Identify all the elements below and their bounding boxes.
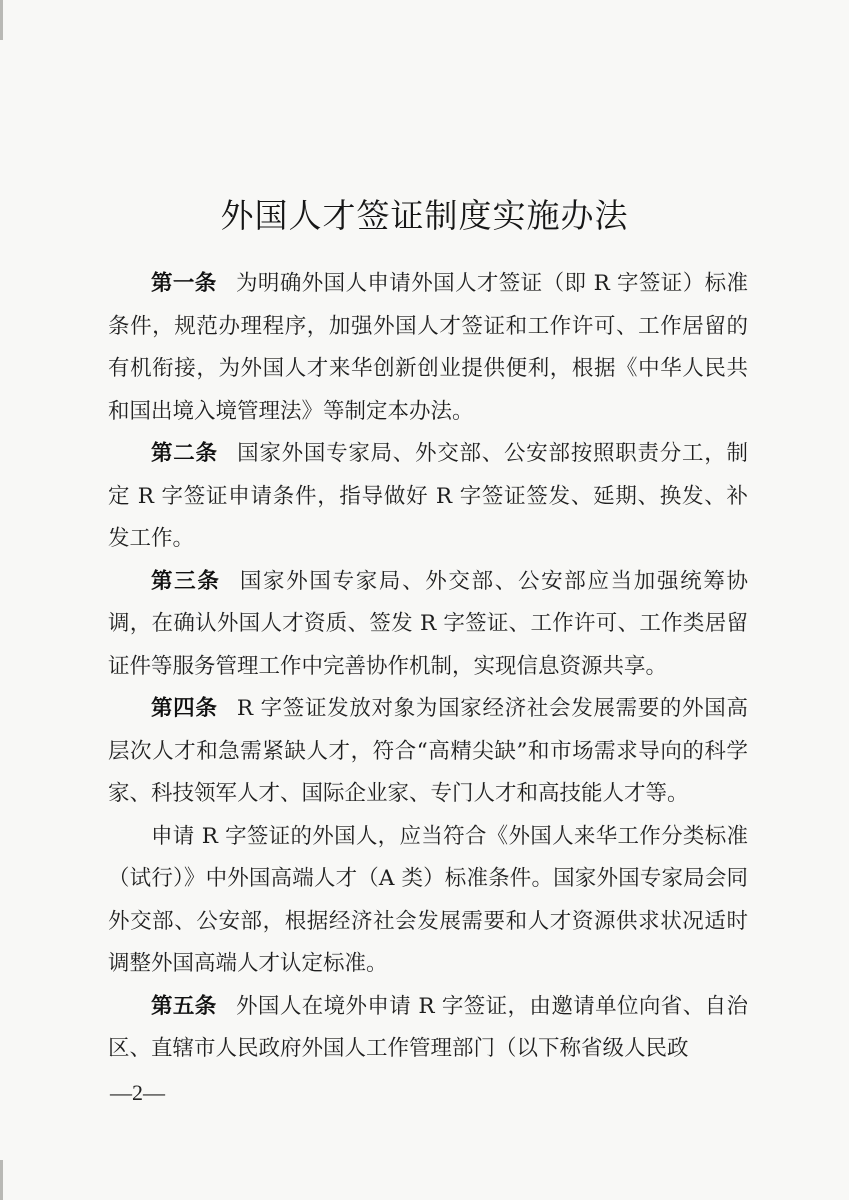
article-label: 第五条 xyxy=(151,993,217,1019)
paragraph xyxy=(108,263,748,433)
paragraph-text: 为明确外国人申请外国人才签证（即 R 字签证）标准条件，规范办理程序，加强外国人才签证和工作许可、工作居留的有机衔接，为外国人才来华创新创业提供便利，根据《中华人民共和国出境入境管理法》等制定本办法。 xyxy=(108,271,748,424)
paragraph-text: 国家外国专家局、外交部、公安部按照职责分工，制定 R 字签证申请条件，指导做好 R 字签证签发、延期、换发、补发工作。 xyxy=(108,441,748,551)
document-body xyxy=(108,263,748,1071)
paragraph-text: R 字签证发放对象为国家经济社会发展需要的外国高层次人才和急需紧缺人才，符合“高精尖缺”和市场需求导向的科学家、科技领军人才、国际企业家、专门人才和高技能人才等。 xyxy=(108,696,748,806)
page-number: —2— xyxy=(110,1080,165,1105)
article-label: 第一条 xyxy=(151,271,217,296)
article-label: 第二条 xyxy=(151,441,218,466)
document-title: 外国人才签证制度实施办法 xyxy=(220,196,629,235)
article-label: 第四条 xyxy=(151,696,218,721)
scan-edge-mark xyxy=(0,1160,3,1200)
article-label: 第三条 xyxy=(151,568,221,594)
scan-edge-mark xyxy=(0,0,3,40)
paragraph-text: 国家外国专家局、外交部、公安部应当加强统筹协调，在确认外国人才资质、签发 R 字签证、工作许可、工作类居留证件等服务管理工作中完善协作机制，实现信息资源共享。 xyxy=(108,568,748,679)
paragraph xyxy=(108,433,748,561)
paragraph xyxy=(108,688,748,816)
paragraph-text: 申请 R 字签证的外国人，应当符合《外国人来华工作分类标准（试行）》中外国高端人才（A 类）标准条件。国家外国专家局会同外交部、公安部，根据经济社会发展需要和人才资源供求状况适时调整外国高端人才认定标准。 xyxy=(108,823,748,976)
paragraph xyxy=(108,986,748,1071)
paragraph xyxy=(108,561,748,689)
paragraph xyxy=(108,816,748,986)
paragraph-text: 外国人在境外申请 R 字签证，由邀请单位向省、自治区、直辖市人民政府外国人工作管理部门（以下称省级人民政 xyxy=(108,993,748,1061)
